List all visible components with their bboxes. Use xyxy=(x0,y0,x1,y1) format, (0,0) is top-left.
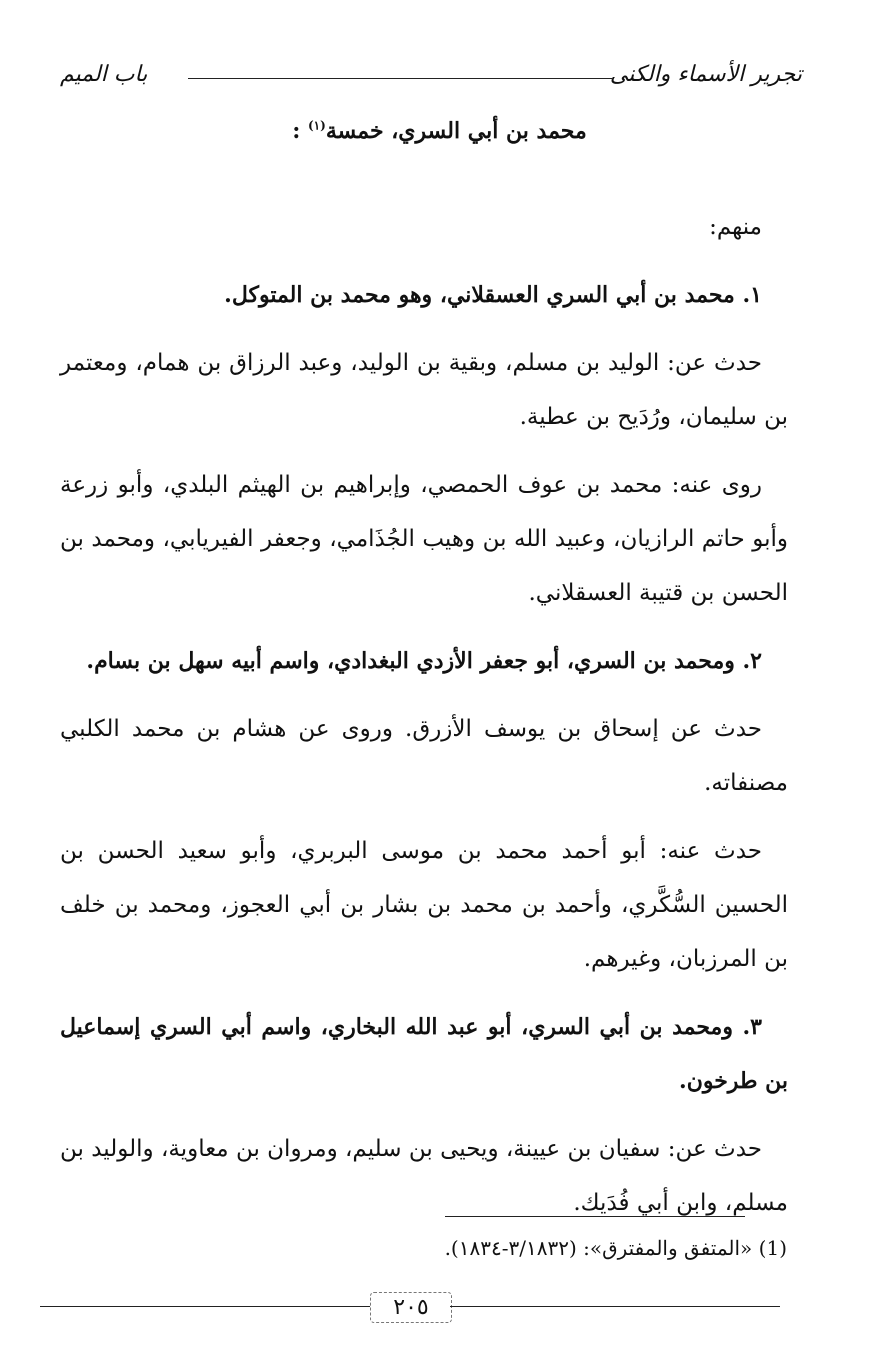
footer-rule-left xyxy=(40,1306,370,1307)
header-rule xyxy=(188,78,612,79)
paragraph: روى عنه: محمد بن عوف الحمصي، وإبراهيم بن الهيثم البلدي، وأبو زرعة وأبو حاتم الرازيان، وعبيد الله بن وهيب الجُذَامي، وجعفر الفيريابي، ومحمد بن الحسن بن قتيبة العسقلاني. xyxy=(60,472,788,606)
paragraph-intro: منهم: xyxy=(709,214,762,240)
paragraph-heading: ٣. ومحمد بن أبي السري، أبو عبد الله البخاري، واسم أبي السري إسماعيل بن طرخون. xyxy=(60,1014,788,1094)
entry-title-suffix: : xyxy=(292,118,301,144)
entry-title-text: محمد بن أبي السري، خمسة xyxy=(325,118,587,144)
footnote-rule xyxy=(445,1216,745,1217)
page-number: ٢٠٥ xyxy=(370,1292,452,1323)
paragraph-heading: ٢. ومحمد بن السري، أبو جعفر الأزدي البغدادي، واسم أبيه سهل بن بسام. xyxy=(86,648,762,674)
chapter-title: باب الميم xyxy=(60,62,148,87)
paragraph: حدث عنه: أبو أحمد محمد بن موسى البربري، وأبو سعيد الحسن بن الحسين السُّكَّري، وأحمد بن محمد بن بشار بن أبي العجوز، ومحمد بن خلف بن المرزبان، وغيرهم. xyxy=(60,838,788,972)
footer-rule-right xyxy=(450,1306,780,1307)
running-header xyxy=(60,62,802,96)
footnote-ref: (١) xyxy=(307,118,326,133)
paragraph-heading: ١. محمد بن أبي السري العسقلاني، وهو محمد بن المتوكل. xyxy=(224,282,762,308)
page-footer xyxy=(40,1292,780,1322)
paragraph: حدث عن: الوليد بن مسلم، وبقية بن الوليد، وعبد الرزاق بن همام، ومعتمر بن سليمان، ورُدَيح بن عطية. xyxy=(60,350,788,430)
paragraph: حدث عن إسحاق بن يوسف الأزرق. وروى عن هشام بن محمد الكلبي مصنفاته. xyxy=(60,716,788,796)
footnote: (1) «المتفق والمفترق»: (٣/١٨٣٢-١٨٣٤). xyxy=(444,1236,787,1260)
paragraph: حدث عن: سفيان بن عيينة، ويحيى بن سليم، ومروان بن معاوية، والوليد بن مسلم، وابن أبي فُدَيك. xyxy=(60,1136,788,1216)
main-text xyxy=(60,200,788,1230)
book-title: تجرير الأسماء والكنى xyxy=(609,62,802,87)
entry-title xyxy=(0,118,879,144)
